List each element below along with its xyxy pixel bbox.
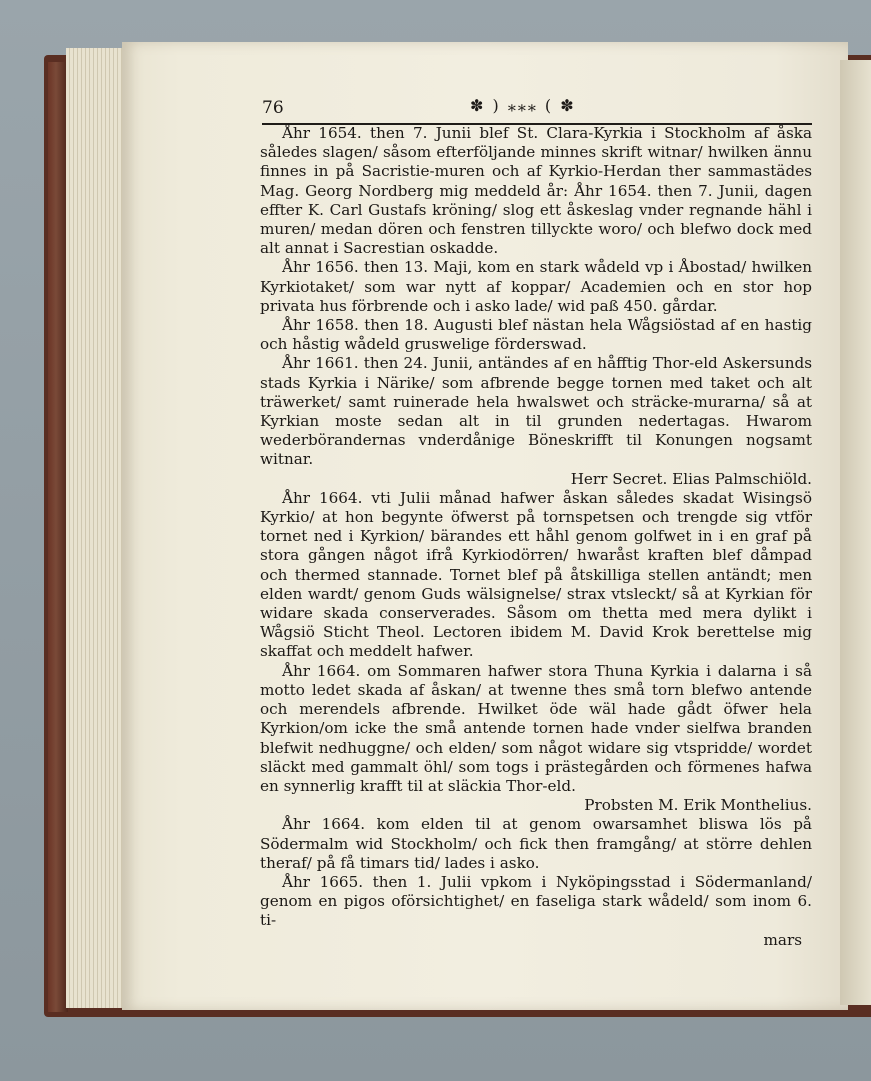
header-ornament: ✽ ) ⁎⁎⁎ ( ✽ — [470, 96, 576, 115]
paragraph-1664-wisingso: Åhr 1664. vti Julii månad hafwer åskan således skadat Wisingsö Kyrkio/ at hon begynte öfwerst på tornspetsen och trengde sig vtför tornet ned i Kyrkion/ bärandes ett håhl genom golfwet in i en graf på stora gången något ifrå Kyrkiodörren/ hwaråst kraften blef dåmpad och thermed stannade. Tornet blef på åtskilliga stellen antändt; men elden wardt/ genom Guds wälsignelse/ strax vtsleckt/ så at Kyrkian för widare skada conserverades. Såsom om thetta med mera dylikt i Wågsiö Sticht Theol. Lectoren ibidem M. David Krok berettelse mig skaffat och meddelt hafwer. — [260, 488, 812, 661]
book-spine-edge — [48, 62, 68, 1012]
facing-page-edge — [840, 60, 871, 1005]
catchword: mars — [763, 930, 802, 949]
paragraph-1654: Åhr 1654. then 7. Junii blef St. Clara-Kyrkia i Stockholm af åska således slagen/ såsom efterföljande minnes skrift witnar/ hwilken ännu finnes in på Sacristie-muren och af Kyrkio-Herdan ther sammastädes Mag. Georg Nordberg mig meddeld år: Åhr 1654. then 7. Junii, dagen effter K. Carl Gustafs kröning/ slog ett åskeslag vnder regnande hähl i muren/ medan dören och fenstren tillyckte woro/ och blefwo dock med alt annat i Sacrestian oskadde. — [260, 124, 812, 258]
paragraph-1665: Åhr 1665. then 1. Julii vpkom i Nyköpingsstad i Södermanland/ genom en pigos oförsichtighet/ en faseliga stark wådeld/ som inom 6. ti- — [260, 872, 812, 930]
paragraph-1664-thuna: Åhr 1664. om Sommaren hafwer stora Thuna Kyrkia i dalarna i så motto ledet skada af åskan/ at twenne thes små torn blefwo antende och merendels afbrende. Hwilket öde wäl hade gådt öfwer hela Kyrkion/om icke the små antende tornen hade vnder sielfwa branden blefwit nedhuggne/ och elden/ som något widare sig vtspridde/ wordet släckt med gammalt öhl/ som togs i prästegården och förmenes hafwa en synnerlig krafft til at släckia Thor-eld. — [260, 661, 812, 795]
paragraph-1656: Åhr 1656. then 13. Maji, kom en stark wådeld vp i Åbostad/ hwilken Kyrkiotaket/ som war nytt af koppar/ Academien och en stor hop privata hus förbrende och i asko lade/ wid paß 450. gårdar. — [260, 258, 812, 315]
body-text — [260, 124, 812, 950]
paragraph-1658: Åhr 1658. then 18. Augusti blef nästan hela Wågsiöstad af en hastig och håstig wådeld gruswelige förderswad. — [260, 316, 812, 354]
paragraph-1664-sodermalm: Åhr 1664. kom elden til at genom owarsamhet bliswa lös på Södermalm wid Stockholm/ och fick then framgång/ at större dehlen theraf/ på få timars tid/ lades i asko. — [260, 815, 812, 872]
signature-palmschiold: Herr Secret. Elias Palmschiöld. — [570, 469, 812, 488]
paragraph-1661: Åhr 1661. then 24. Junii, antändes af en håfftig Thor-eld Askersunds stads Kyrkia i Närike/ som afbrende begge tornen med taket och alt träwerket/ samt ruinerade hela hwalswet och sträcke-murarna/ så at Kyrkian moste sedan alt in til grunden nedertagas. Hwarom wederbörandernas vnderdånige Böneskrifft til Konungen nogsamt witnar. — [260, 354, 812, 469]
page-stack — [66, 48, 128, 1008]
signature-monthelius: Probsten M. Erik Monthelius. — [584, 796, 812, 815]
page-number: 76 — [262, 98, 284, 118]
